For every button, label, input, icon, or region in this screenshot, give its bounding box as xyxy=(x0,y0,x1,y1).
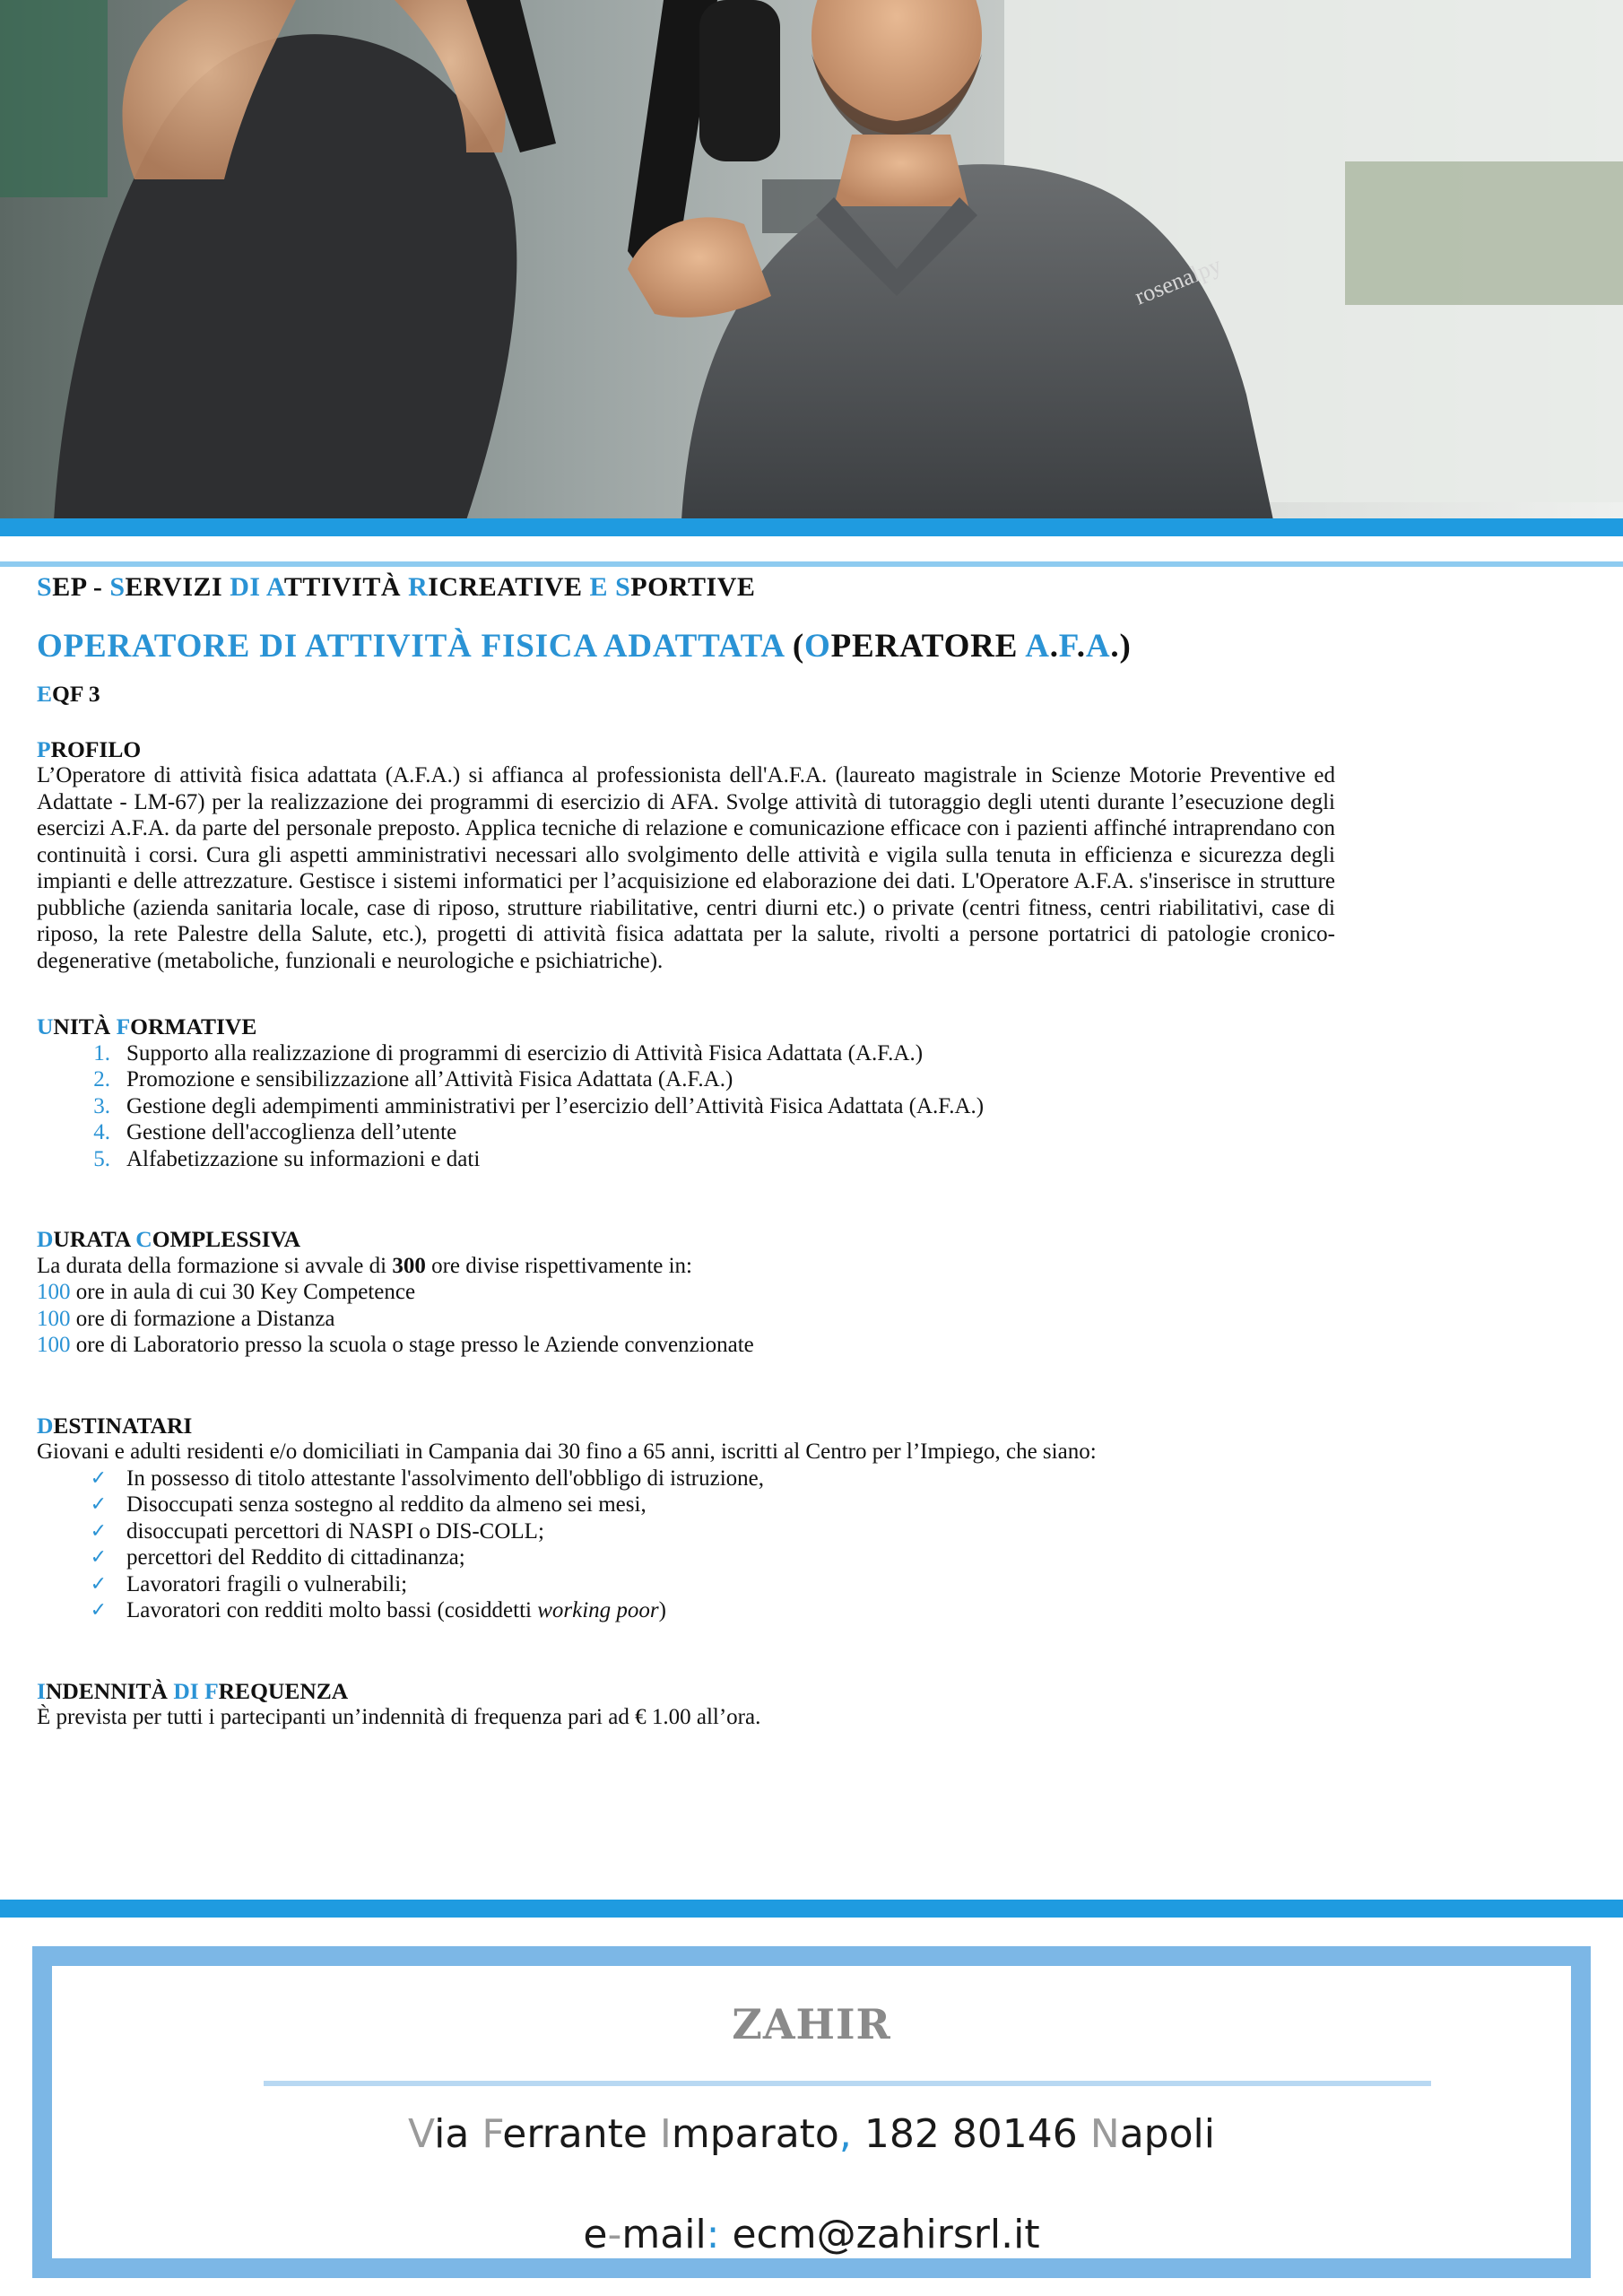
text-segment: mail xyxy=(621,2212,707,2257)
destinatari-heading: DESTINATARI xyxy=(37,1412,193,1439)
text-segment: V xyxy=(408,2111,435,2157)
gym-trainer-photo xyxy=(0,0,1623,520)
text-segment: DI xyxy=(230,572,266,602)
indennita-heading xyxy=(37,1678,1335,1705)
unita-formative-heading xyxy=(37,1013,1335,1040)
unita-item xyxy=(37,1146,1335,1173)
item-text: ) xyxy=(658,1598,666,1622)
destinatari-item xyxy=(37,1465,1335,1492)
text-segment: S xyxy=(109,572,126,602)
item-number: 3. xyxy=(93,1093,110,1118)
destinatari-item xyxy=(37,1597,1335,1624)
hours-line xyxy=(37,1332,1335,1359)
footer-band xyxy=(0,1900,1623,1918)
text-segment: apoli xyxy=(1119,2111,1215,2157)
text-segment: E xyxy=(589,572,616,602)
destinatari-item xyxy=(37,1518,1335,1545)
text-segment: ( xyxy=(792,627,805,665)
text-segment: . xyxy=(1076,627,1086,665)
course-title-main: OPERATORE DI ATTIVITÀ FISICA ADATTATA xyxy=(37,627,784,665)
text-segment: URATA xyxy=(53,1226,136,1252)
hours-number: 100 xyxy=(37,1333,71,1357)
text-segment: .) xyxy=(1110,627,1132,665)
check-icon: ✓ xyxy=(90,1546,107,1569)
header-band-thin xyxy=(0,561,1623,567)
item-number: 4. xyxy=(93,1120,110,1144)
text-segment: PORTIVE xyxy=(630,572,756,602)
text-segment: DI xyxy=(173,1677,205,1704)
address xyxy=(52,2111,1571,2157)
text-segment: F xyxy=(116,1013,131,1039)
text-segment: - xyxy=(607,2212,622,2257)
text-segment: I xyxy=(37,1677,46,1704)
item-number: 1. xyxy=(93,1040,110,1065)
item-text: disoccupati percettori di NASPI o DIS-COLL; xyxy=(126,1518,544,1544)
eqf-level: EQF 3 xyxy=(37,681,100,707)
check-icon: ✓ xyxy=(90,1572,107,1596)
text-segment: ERVIZI xyxy=(125,572,230,602)
check-icon: ✓ xyxy=(90,1519,107,1543)
item-text: In possesso di titolo attestante l'assolvimento dell'obbligo di istruzione, xyxy=(126,1465,765,1491)
durata-hours-list xyxy=(37,1279,1335,1359)
check-icon: ✓ xyxy=(90,1466,107,1490)
unita-formative-list xyxy=(37,1040,1335,1173)
item-text: Alfabetizzazione su informazioni e dati xyxy=(126,1146,481,1171)
durata-heading xyxy=(37,1226,1335,1253)
course-content xyxy=(37,574,1335,1731)
text-segment: A xyxy=(265,572,284,602)
hours-text: ore in aula di cui 30 Key Competence xyxy=(70,1280,416,1304)
course-title-abbr xyxy=(793,628,1132,665)
item-text: Lavoratori fragili o vulnerabili; xyxy=(126,1571,408,1596)
text-segment: I xyxy=(659,2111,672,2157)
profilo-text: L’Operatore di attività fisica adattata (A.F.A.) si affianca al professionista dell'A.F.A. (laureato magistrale in Scienze Motorie Preventive ed Adattate - LM-67) per la realizzazione dei programmi di esercizio di AFA. Svolge attività di tutoraggio degli utenti durante l’esecuzione degli esercizi A.F.A. da parte del personale preposto. Applica tecniche di relazione e comunicazione efficace con i pazienti affinché intraprendano con continuità i corsi. Cura gli aspetti amministrativi necessari allo svolgimento delle attività e vigila sulla tenuta in efficienza e sicurezza degli impianti e delle attrezzature. Gestisce i sistemi informatici per l’acquisizione ed elaborazione dei dati. L'Operatore A.F.A. s'inserisce in strutture pubbliche (azienda sanitaria locale, case di riposo, strutture riabilitative, centri diurni etc.) o private (centri fitness, centri riabilitativi, case di riposo, la rete Palestre della Salute, etc.), progetti di attività fisica adattata per la salute, rivolti a persone portatrici di patologie cronico-degenerative (metaboliche, funzionali e neurologiche e psichiatriche). xyxy=(37,763,1335,973)
hours-text: ore di Laboratorio presso la scuola o stage presso le Aziende convenzionate xyxy=(70,1333,754,1357)
hero-photo xyxy=(0,0,1623,520)
footer-divider xyxy=(264,2081,1431,2086)
item-text: Promozione e sensibilizzazione all’Attività Fisica Adattata (A.F.A.) xyxy=(126,1067,733,1091)
item-text: percettori del Reddito di cittadinanza; xyxy=(126,1545,465,1570)
indennita-text: È prevista per tutti i partecipanti un’indennità di frequenza pari ad € 1.00 all’ora. xyxy=(37,1705,761,1729)
hours-text: ore di formazione a Distanza xyxy=(70,1306,335,1331)
item-text: Disoccupati senza sostegno al reddito da almeno sei mesi, xyxy=(126,1492,647,1517)
item-text: Gestione dell'accoglienza dell’utente xyxy=(126,1120,457,1144)
text-segment: D xyxy=(37,1226,54,1252)
item-number: 2. xyxy=(93,1067,110,1091)
text-segment: ICREATIVE xyxy=(428,572,590,602)
text-segment: 182 80146 xyxy=(851,2111,1090,2157)
destinatari-item xyxy=(37,1571,1335,1598)
text-segment: e xyxy=(583,2212,608,2257)
text-segment: . xyxy=(1049,627,1059,665)
unita-item xyxy=(37,1093,1335,1120)
text-segment: , xyxy=(838,2111,852,2157)
text-segment: A xyxy=(1085,627,1111,665)
text-segment: O xyxy=(804,627,831,665)
shirt-logo: rosenalpy xyxy=(1131,251,1225,310)
text-segment: PERATORE xyxy=(830,627,1026,665)
item-text: working poor xyxy=(537,1598,659,1622)
text-segment: OMPLESSIVA xyxy=(152,1226,301,1252)
hours-line xyxy=(37,1306,1335,1333)
text-segment: ecm@zahirsrl.it xyxy=(732,2212,1040,2257)
text-segment: NITÀ xyxy=(53,1013,117,1039)
durata-intro: La durata della formazione si avvale di 300 ore divise rispettivamente in: xyxy=(37,1253,693,1278)
course-title xyxy=(37,627,1335,665)
text-segment: S xyxy=(615,572,631,602)
text-segment: NDENNITÀ xyxy=(45,1677,174,1704)
profilo-heading: PROFILO xyxy=(37,735,142,762)
text-segment: F xyxy=(482,2111,503,2157)
unita-item xyxy=(37,1119,1335,1146)
text-segment: ORMATIVE xyxy=(130,1013,257,1039)
contact-box xyxy=(32,1946,1591,2278)
text-segment: ia xyxy=(434,2111,482,2157)
item-text: Lavoratori con redditi molto bassi (cosiddetti xyxy=(126,1598,538,1622)
text-segment: F xyxy=(204,1677,219,1704)
text-segment: REQUENZA xyxy=(218,1677,349,1704)
text-segment: F xyxy=(1058,627,1077,665)
text-segment: TTIVITÀ xyxy=(283,572,409,602)
text-segment: mparato xyxy=(671,2111,839,2157)
text-segment: N xyxy=(1089,2111,1120,2157)
text-segment: U xyxy=(37,1013,54,1039)
email-contact xyxy=(52,2212,1571,2257)
destinatari-intro: Giovani e adulti residenti e/o domiciliati in Campania dai 30 fino a 65 anni, iscritti al Centro per l’Impiego, che siano: xyxy=(37,1439,1097,1464)
text-segment: S xyxy=(37,572,53,602)
text-segment: R xyxy=(408,572,429,602)
check-icon: ✓ xyxy=(90,1599,107,1622)
item-text: Gestione degli adempimenti amministrativi per l’esercizio dell’Attività Fisica Adattata (A.F.A.) xyxy=(126,1093,985,1118)
text-segment: errante xyxy=(502,2111,660,2157)
destinatari-item xyxy=(37,1544,1335,1571)
item-text: Supporto alla realizzazione di programmi di esercizio di Attività Fisica Adattata (A.F.A.) xyxy=(126,1040,924,1065)
text-segment: C xyxy=(135,1226,152,1252)
check-icon: ✓ xyxy=(90,1493,107,1516)
hours-line xyxy=(37,1279,1335,1306)
unita-item xyxy=(37,1040,1335,1067)
header-band-blue xyxy=(0,518,1623,536)
destinatari-item xyxy=(37,1492,1335,1518)
text-segment: EP - xyxy=(52,572,110,602)
unita-item xyxy=(37,1066,1335,1093)
company-name: ZAHIR xyxy=(732,2000,891,2048)
hours-number: 100 xyxy=(37,1306,71,1331)
item-number: 5. xyxy=(93,1146,110,1171)
sep-title xyxy=(37,574,1335,601)
hours-number: 100 xyxy=(37,1280,71,1304)
text-segment: : xyxy=(706,2212,733,2257)
text-segment: A xyxy=(1025,627,1050,665)
destinatari-list xyxy=(37,1465,1335,1624)
